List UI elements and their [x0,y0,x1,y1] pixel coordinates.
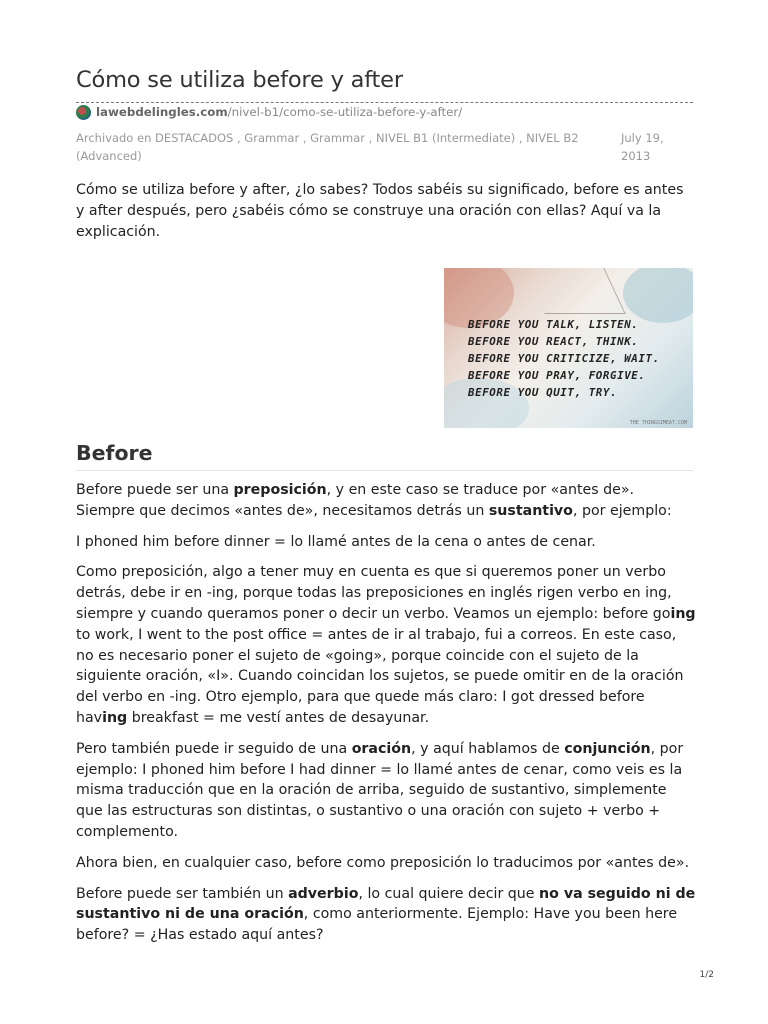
article [76,62,693,242]
intro-paragraph: Cómo se utiliza before y after, ¿lo sabes? Todos sabéis su significado, before es antes y after después, pero ¿sabéis cómo se construye una oración con ellas? Aquí va la explicación. [76,182,684,240]
text: Como preposición, algo a tener muy en cuenta es que si queremos poner un verbo detrás, debe ir en -ing, porque todas las preposiciones en inglés rigen verbo en ing, siempre y cuando queramos poner o decir un verbo. Veamos un ejemplo: before go [76,564,672,622]
section-heading: Before [76,441,153,465]
bold-term: ing [102,709,128,726]
title-divider [76,102,693,103]
text: , como anteriormente. Ejemplo: Have you been here before? = ¿Has estado aquí antes? [76,906,678,944]
page-number: 1/2 [699,970,714,980]
article-meta [76,130,693,165]
text: Before puede ser una [76,482,234,498]
quote-line: BEFORE YOU TALK, LISTEN. [468,318,639,331]
paragraph-4 [76,739,696,843]
bold-term: oración [351,740,412,757]
text: , por ejemplo: I phoned him before I had dinner = lo llamé antes de cenar, como veis es la misma traducción que en la oración de arriba, seguido de sustantivo, simplemente que las estructuras son distintas, o sustantivo o una oración con sujeto + verbo + complemento. [76,740,684,840]
paragraph-2: I phoned him before dinner = lo llamé antes de la cena o antes de cenar. [76,533,596,550]
quote-lines [468,316,660,401]
text: , y aquí hablamos de [411,740,565,757]
bold-term: preposición [233,482,327,498]
paragraph-6 [76,884,696,946]
quote-image [444,268,693,428]
paragraph-1 [76,480,696,522]
text: , lo cual quiere decir que [358,885,540,902]
section-body [76,480,696,956]
archive-categories: Archivado en DESTACADOS , Grammar , Grammar , NIVEL B1 (Intermediate) , NIVEL B2 (Advanced) [76,131,579,163]
text: breakfast = me vestí antes de desayunar. [127,709,430,726]
branch-graphic [523,268,625,314]
source-path[interactable]: /nivel-b1/como-se-utiliza-before-y-after/ [227,105,463,119]
site-logo-icon [76,105,91,120]
bold-term: ing [670,605,696,622]
text: Before puede ser también un [76,885,289,902]
image-credit: THE THINGSIMEAT.COM [629,420,687,426]
section-divider [76,470,693,471]
section-header [76,437,693,471]
bold-term: conjunción [564,740,651,757]
text: , por ejemplo: [572,502,672,519]
text: , y en este caso se traduce por «antes de». Siempre que decimos «antes de», necesitamos detrás un [76,482,635,519]
paragraph-5: Ahora bien, en cualquier caso, before como preposición lo traducimos por «antes de». [76,854,690,871]
paragraph-3 [76,562,696,728]
publish-date: July 19, 2013 [621,131,664,163]
image-blot [623,268,693,323]
source-domain[interactable]: lawebdelingles.com [96,105,228,119]
text: Pero también puede ir seguido de una [76,740,352,757]
bold-term: adverbio [288,885,359,902]
bold-term: sustantivo [488,502,573,519]
quote-line: BEFORE YOU REACT, THINK. [468,335,639,348]
source-url[interactable] [96,105,462,119]
article-title: Cómo se utiliza before y after [76,67,403,93]
quote-line: BEFORE YOU CRITICIZE, WAIT. [468,352,660,365]
source-row [76,98,693,122]
quote-line: BEFORE YOU PRAY, FORGIVE. [468,369,646,382]
bold-term: no va seguido ni de sustantivo ni de una oración [76,885,696,923]
text: to work, I went to the post office = antes de ir al trabajo, fui a correos. En este caso, no es necesario poner el sujeto de «going», porque coincide con el sujeto de la siguiente oración, «I». Cuando coincidan los sujetos, se puede omitir en de la oración del verbo en -ing. Otro ejemplo, para que quede más claro: I got dressed before hav [76,626,684,726]
quote-line: BEFORE YOU QUIT, TRY. [468,386,618,399]
